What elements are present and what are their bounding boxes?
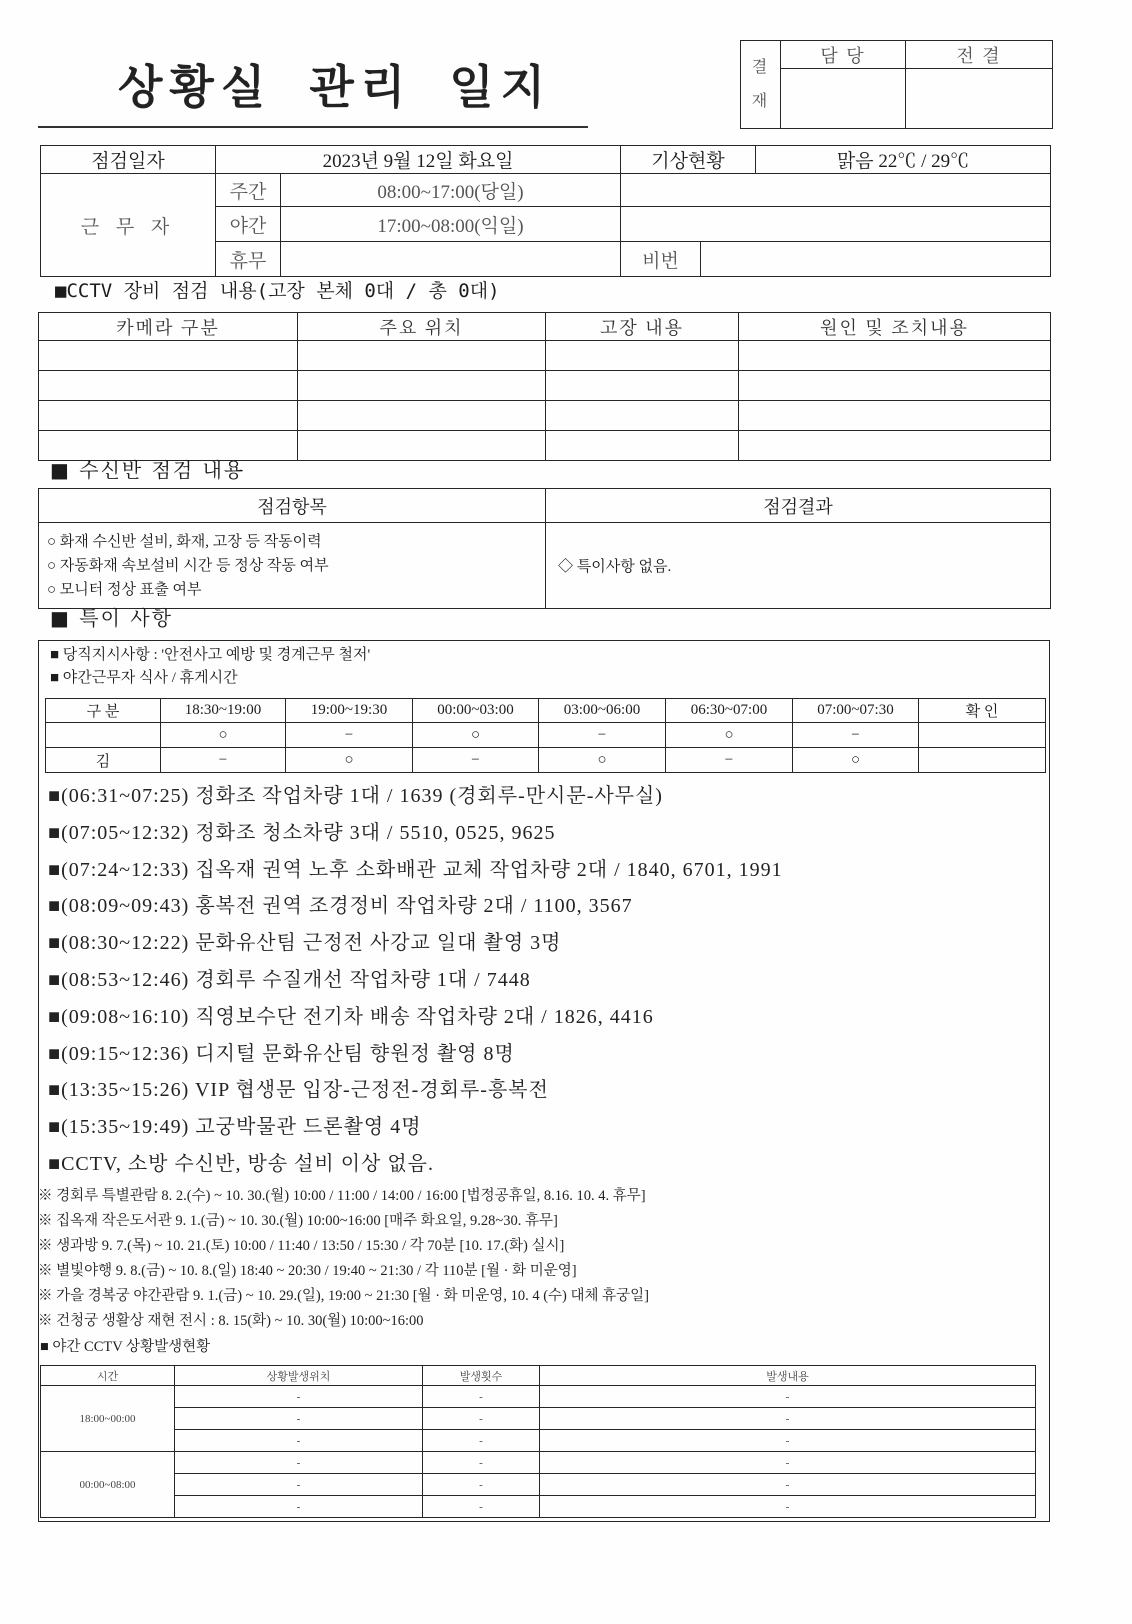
night-cell: - [423, 1408, 540, 1430]
approval-final-header: 전 결 [906, 41, 1053, 69]
approval-manager-header: 담 당 [781, 41, 906, 69]
night-period-time: 18:00~00:00 [41, 1386, 175, 1452]
night-cell: - [423, 1386, 540, 1408]
log-entry: ■(08:09~09:43) 홍복전 권역 조경정비 작업차량 2대 / 1100, 3567 [48, 895, 633, 918]
notice-item: ※ 별빛야행 9. 8.(금) ~ 10. 8.(일) 18:40 ~ 20:30 / 19:40 ~ 21:30 / 각 110분 [월 · 화 미운영] [38, 1263, 577, 1279]
night-cell: - [540, 1496, 1036, 1518]
night-cell: - [540, 1386, 1036, 1408]
notice-item: ※ 가을 경복궁 야간관람 9. 1.(금) ~ 10. 29.(일), 19:00 ~ 21:30 [월 · 화 미운영, 10. 4 (수) 대체 휴궁일] [38, 1288, 649, 1304]
cctv-cell [739, 401, 1051, 431]
cctv-section-heading: ■CCTV 장비 점검 내용(고장 본체 0대 / 총 0대) [55, 280, 500, 302]
night-shift-label: 야간 [216, 207, 281, 242]
log-entry: ■(08:30~12:22) 문화유산팀 근정전 사강교 일대 촬영 3명 [48, 932, 562, 955]
night-header-content: 발생내용 [540, 1366, 1036, 1386]
cctv-cell [546, 371, 739, 401]
meal-header-slot: 03:00~06:00 [539, 699, 666, 723]
meal-break-table [45, 698, 1046, 773]
offduty-worker [701, 242, 1051, 277]
event-log [48, 778, 783, 1183]
receiver-item: ○ 모니터 정상 표출 여부 [47, 581, 202, 598]
meal-mark: − [161, 748, 286, 773]
receiver-section-heading: ■ 수신반 점검 내용 [50, 458, 246, 482]
meal-header-slot: 00:00~03:00 [413, 699, 539, 723]
cctv-header-fault: 고장 내용 [546, 313, 739, 341]
cctv-header-action: 원인 및 조치내용 [739, 313, 1051, 341]
night-cell: - [175, 1386, 423, 1408]
table-row [41, 1430, 1036, 1452]
meal-mark: − [286, 723, 413, 748]
receiver-items [39, 523, 546, 609]
meal-header-slot: 18:30~19:00 [161, 699, 286, 723]
night-cctv-heading: ■ 야간 CCTV 상황발생현황 [40, 1339, 211, 1355]
info-table [40, 145, 1051, 277]
meal-mark: − [793, 723, 919, 748]
meal-mark: − [539, 723, 666, 748]
night-header-time: 시간 [41, 1366, 175, 1386]
meal-break-heading: ■ 야간근무자 식사 / 휴게시간 [50, 670, 238, 686]
meal-header-slot: 06:30~07:00 [666, 699, 793, 723]
log-entry: ■(15:35~19:49) 고궁박물관 드론촬영 4명 [48, 1116, 422, 1139]
cctv-cell [546, 341, 739, 371]
night-cell: - [175, 1408, 423, 1430]
approval-label [741, 41, 781, 129]
meal-mark: − [666, 748, 793, 773]
approval-label-bottom: 재 [751, 92, 770, 110]
table-row [39, 341, 1051, 371]
notice-item: ※ 집옥재 작은도서관 9. 1.(금) ~ 10. 30.(월) 10:00~16:00 [매주 화요일, 9.28~30. 휴무] [38, 1213, 558, 1229]
meal-row-label: 김 [46, 748, 161, 773]
table-row [46, 723, 1046, 748]
approval-box [740, 40, 1053, 129]
cctv-header-location: 주요 위치 [298, 313, 546, 341]
cctv-table [38, 312, 1051, 461]
meal-confirm-cell [919, 748, 1046, 773]
table-row [41, 1408, 1036, 1430]
notice-list [38, 1184, 649, 1334]
date-label: 점검일자 [41, 146, 216, 174]
night-shift-worker [621, 207, 1051, 242]
table-row [39, 401, 1051, 431]
cctv-cell [298, 341, 546, 371]
night-cell: - [540, 1474, 1036, 1496]
night-cell: - [175, 1452, 423, 1474]
off-label: 휴무 [216, 242, 281, 277]
cctv-cell [39, 371, 298, 401]
page-title: 상황실 관리 일지 [118, 60, 553, 114]
meal-confirm-cell [919, 723, 1046, 748]
duty-directive: ■ 당직지시사항 : '안전사고 예방 및 경계근무 철저' [50, 647, 371, 663]
meal-header-slot: 19:00~19:30 [286, 699, 413, 723]
table-row [41, 1386, 1036, 1408]
night-cell: - [540, 1430, 1036, 1452]
night-cell: - [540, 1408, 1036, 1430]
receiver-result: ◇ 특이사항 없음. [546, 523, 1051, 609]
log-entry: ■(07:24~12:33) 집옥재 권역 노후 소화배관 교체 작업차량 2대 / 1840, 6701, 1991 [48, 858, 783, 881]
night-cell: - [175, 1430, 423, 1452]
approval-manager-sign [781, 69, 906, 129]
log-entry: ■(06:31~07:25) 정화조 작업차량 1대 / 1639 (경회루-만시문-사무실) [48, 785, 663, 807]
meal-mark: − [413, 748, 539, 773]
approval-label-top: 결 [751, 58, 770, 76]
night-cell: - [423, 1474, 540, 1496]
night-cell: - [423, 1430, 540, 1452]
notice-item: ※ 생과방 9. 7.(목) ~ 10. 21.(토) 10:00 / 11:40 / 13:50 / 15:30 / 각 70분 [10. 17.(화) 실시] [38, 1238, 565, 1254]
off-worker [281, 242, 621, 277]
meal-header-slot: 07:00~07:30 [793, 699, 919, 723]
cctv-cell [39, 341, 298, 371]
table-row [41, 1474, 1036, 1496]
meal-mark: ○ [666, 723, 793, 748]
cctv-cell [298, 401, 546, 431]
cctv-cell [39, 401, 298, 431]
cctv-cell [546, 431, 739, 461]
receiver-header-items: 점검항목 [39, 489, 546, 523]
meal-header-category: 구 분 [46, 699, 161, 723]
log-entry: ■(09:08~16:10) 직영보수단 전기차 배송 작업차량 2대 / 1826, 4416 [48, 1005, 654, 1028]
title-underline [38, 126, 588, 128]
night-cell: - [423, 1496, 540, 1518]
night-header-count: 발생횟수 [423, 1366, 540, 1386]
special-section-heading: ■ 특이 사항 [50, 606, 173, 630]
notice-item: ※ 건청궁 생활상 재현 전시 : 8. 15(화) ~ 10. 30(월) 10:00~16:00 [38, 1313, 424, 1329]
cctv-cell [298, 431, 546, 461]
meal-mark: ○ [539, 748, 666, 773]
receiver-item: ○ 화재 수신반 설비, 화재, 고장 등 작동이력 [47, 533, 322, 550]
cctv-cell [739, 341, 1051, 371]
meal-mark: ○ [793, 748, 919, 773]
meal-mark: ○ [286, 748, 413, 773]
cctv-cell [739, 431, 1051, 461]
meal-mark: ○ [161, 723, 286, 748]
meal-row-label [46, 723, 161, 748]
inspection-date: 2023년 9월 12일 화요일 [216, 146, 621, 174]
cctv-header-camera: 카메라 구분 [39, 313, 298, 341]
worker-label: 근 무 자 [41, 174, 216, 277]
night-period-time: 00:00~08:00 [41, 1452, 175, 1518]
approval-final-sign [906, 69, 1053, 129]
table-row [41, 1452, 1036, 1474]
weather-value: 맑음 22℃ / 29℃ [756, 146, 1051, 174]
receiver-table [38, 488, 1051, 609]
log-entry: ■(09:15~12:36) 디지털 문화유산팀 향원정 촬영 8명 [48, 1042, 515, 1065]
cctv-cell [298, 371, 546, 401]
receiver-item: ○ 자동화재 속보설비 시간 등 정상 작동 여부 [47, 557, 329, 574]
night-shift-time: 17:00~08:00(익일) [281, 207, 621, 242]
log-entry: ■(08:53~12:46) 경회루 수질개선 작업차량 1대 / 7448 [48, 968, 531, 991]
cctv-cell [546, 401, 739, 431]
night-cell: - [540, 1452, 1036, 1474]
day-shift-time: 08:00~17:00(당일) [281, 174, 621, 207]
meal-header-confirm: 확 인 [919, 699, 1046, 723]
meal-mark: ○ [413, 723, 539, 748]
night-cell: - [423, 1452, 540, 1474]
day-shift-worker [621, 174, 1051, 207]
log-entry: ■(07:05~12:32) 정화조 청소차량 3대 / 5510, 0525, 9625 [48, 821, 556, 844]
weather-label: 기상현황 [621, 146, 756, 174]
log-entry: ■CCTV, 소방 수신반, 방송 설비 이상 없음. [48, 1152, 435, 1175]
table-row [39, 371, 1051, 401]
offduty-label: 비번 [621, 242, 701, 277]
notice-item: ※ 경회루 특별관람 8. 2.(수) ~ 10. 30.(월) 10:00 / 11:00 / 14:00 / 16:00 [법정공휴일, 8.16. 10. 4. 휴무] [38, 1188, 646, 1204]
log-entry: ■(13:35~15:26) VIP 협생문 입장-근정전-경회루-흥복전 [48, 1079, 549, 1102]
table-row [41, 1496, 1036, 1518]
night-cctv-table [40, 1365, 1036, 1518]
night-cell: - [175, 1496, 423, 1518]
night-cell: - [175, 1474, 423, 1496]
night-header-location: 상황발생위치 [175, 1366, 423, 1386]
receiver-header-result: 점검결과 [546, 489, 1051, 523]
day-shift-label: 주간 [216, 174, 281, 207]
cctv-cell [739, 371, 1051, 401]
table-row [46, 748, 1046, 773]
